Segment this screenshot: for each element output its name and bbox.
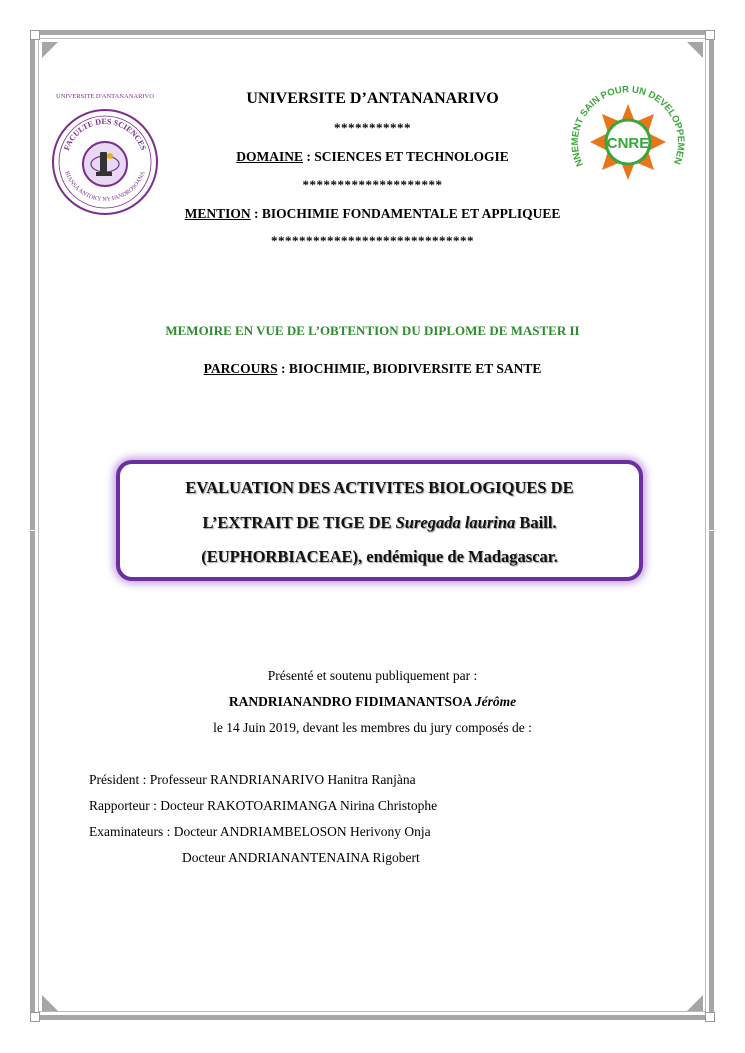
mention-label: MENTION: [184, 206, 251, 221]
presentation-intro: Présenté et soutenu publiquement par :: [267, 668, 478, 683]
parcours-line: [0, 361, 745, 377]
title-line-2: [120, 513, 639, 533]
species-name: Suregada laurina: [395, 513, 516, 532]
author-name: RANDRIANANDRO FIDIMANANTSOA: [228, 694, 475, 709]
jury-examinateur-1: Examinateurs : Docteur ANDRIAMBELOSON Herivony Onja: [89, 824, 431, 839]
memoire-line: MEMOIRE EN VUE DE L’OBTENTION DU DIPLOME DE MASTER II: [165, 323, 580, 338]
domaine-value: : SCIENCES ET TECHNOLOGIE: [302, 149, 509, 164]
cnre-ring-text: NNEMENT SAIN POUR UN DEVELOPPEMEN: [569, 84, 687, 168]
corner-ornament-bottom-right: [687, 995, 703, 1011]
domaine-label: DOMAINE: [236, 149, 303, 164]
corner-square-tl: [30, 30, 40, 40]
author-line: [0, 694, 745, 710]
separator-stars-3: *****************************: [271, 233, 474, 248]
border-gap-left: [30, 530, 38, 531]
domaine-line: [0, 149, 745, 165]
seal-ring-text: FACULTE DES SCIENCES: [62, 116, 148, 152]
corner-square-tr: [705, 30, 715, 40]
separator-stars-1: ***********: [334, 120, 411, 135]
parcours-label: PARCOURS: [203, 361, 278, 376]
corner-square-bl: [30, 1012, 40, 1022]
author-first-name: Jérôme: [474, 694, 517, 709]
title-line-1: EVALUATION DES ACTIVITES BIOLOGIQUES DE: [185, 478, 574, 497]
title-line-2-pre: L’EXTRAIT DE TIGE DE: [202, 513, 396, 532]
title-line-2-post: Baill.: [515, 513, 557, 532]
jury-examinateur-2: Docteur ANDRIANANTENAINA Rigobert: [182, 850, 420, 865]
seal-top-text: UNIVERSITE D'ANTANANARIVO: [56, 93, 154, 100]
jury-president: Président : Professeur RANDRIANARIVO Hanitra Ranjàna: [89, 772, 416, 787]
corner-square-br: [705, 1012, 715, 1022]
title-line-3: (EUPHORBIACEAE), endémique de Madagascar.: [201, 547, 558, 566]
corner-ornament-top-right: [687, 42, 703, 58]
university-name: UNIVERSITE D’ANTANANARIVO: [246, 90, 499, 107]
parcours-value: : BIOCHIMIE, BIODIVERSITE ET SANTE: [277, 361, 542, 376]
thesis-title-box: [116, 460, 643, 581]
separator-stars-2: ********************: [302, 177, 443, 192]
defense-date-line: le 14 Juin 2019, devant les membres du jury composés de :: [213, 720, 532, 735]
seal-bottom-text: BIANSA ANTOKY NY FANDROSOANA: [63, 170, 147, 203]
mention-value: : BIOCHIMIE FONDAMENTALE ET APPLIQUEE: [250, 206, 561, 221]
mention-line: [0, 206, 745, 222]
border-gap-right: [706, 530, 714, 531]
jury-rapporteur: Rapporteur : Docteur RAKOTOARIMANGA Nirina Christophe: [89, 798, 438, 813]
corner-ornament-bottom-left: [42, 995, 58, 1011]
cnre-center-text: CNRE: [606, 135, 650, 152]
corner-ornament-top-left: [42, 42, 58, 58]
